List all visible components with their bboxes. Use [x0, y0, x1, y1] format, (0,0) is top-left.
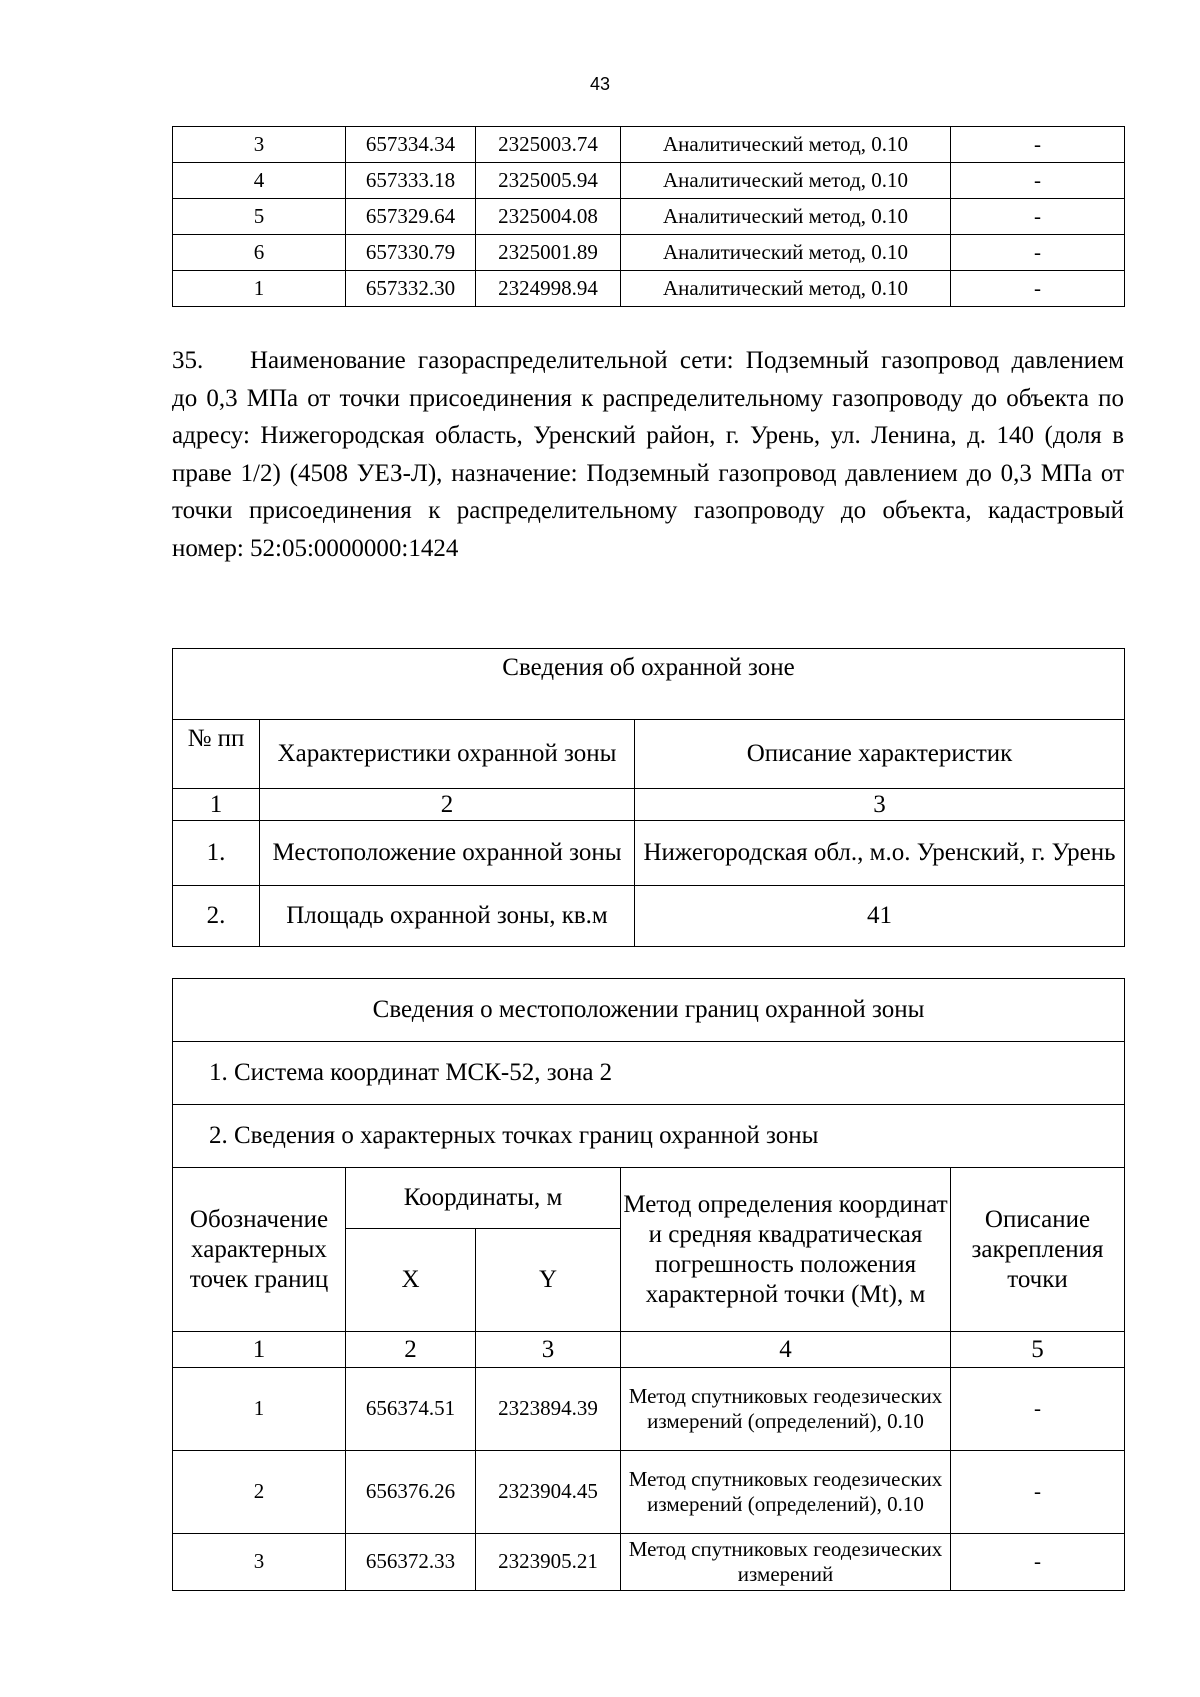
row-characteristic: Площадь охранной зоны, кв.м [260, 886, 635, 947]
coord-y: 2323894.39 [476, 1368, 621, 1451]
method: Аналитический метод, 0.10 [621, 199, 951, 235]
table-index-row [173, 1332, 1125, 1368]
coord-y: 2323904.45 [476, 1451, 621, 1534]
row-number: 1. [173, 821, 260, 886]
table-header-row [173, 1168, 1125, 1229]
coord-y: 2325003.74 [476, 127, 621, 163]
table-title: Сведения о местоположении границ охранной зоны [173, 979, 1125, 1042]
table-row [173, 886, 1125, 947]
description: - [951, 199, 1125, 235]
coord-y: 2325004.08 [476, 199, 621, 235]
header-characteristics: Характеристики охранной зоны [260, 720, 635, 789]
points-title: 2. Сведения о характерных точках границ охранной зоны [173, 1105, 1125, 1168]
index-cell: 1 [173, 789, 260, 821]
top-coordinates-table [172, 126, 1125, 307]
coord-y: 2325001.89 [476, 235, 621, 271]
table-title-row [173, 649, 1125, 720]
description: - [951, 235, 1125, 271]
paragraph-text: Наименование газораспределительной сети: Подземный газопровод давлением до 0,3 МПа от точки присоединения к распределительному газопроводу до объекта по адресу: Нижегородская область, Уренский район, г. Урень, ул. Ленина, д. 140 (доля в праве 1/2) (4508 УЕЗ-Л), назначение: Подземный газопровод давлением до 0,3 МПа от точки присоединения к распределительному газопроводу до объекта, кадастровый номер: 52:05:0000000:1424 [172, 347, 1124, 562]
point-number: 3 [173, 1534, 346, 1591]
point-number: 6 [173, 235, 346, 271]
coord-x: 657330.79 [346, 235, 476, 271]
table-row [173, 163, 1125, 199]
index-cell: 1 [173, 1332, 346, 1368]
description: - [951, 1534, 1125, 1591]
zone-boundaries-table [172, 978, 1125, 1591]
row-characteristic: Местоположение охранной зоны [260, 821, 635, 886]
header-designation: Обозначение характерных точек границ [173, 1168, 346, 1332]
points-title-row [173, 1105, 1125, 1168]
table-row [173, 1451, 1125, 1534]
coord-x: 657329.64 [346, 199, 476, 235]
protection-zone-table [172, 648, 1125, 947]
table-row [173, 821, 1125, 886]
index-cell: 2 [260, 789, 635, 821]
description: - [951, 271, 1125, 307]
method: Метод спутниковых геодезических измерений (определений), 0.10 [621, 1368, 951, 1451]
index-cell: 5 [951, 1332, 1125, 1368]
description: - [951, 127, 1125, 163]
table-title-row [173, 979, 1125, 1042]
point-number: 1 [173, 1368, 346, 1451]
index-cell: 2 [346, 1332, 476, 1368]
index-cell: 3 [635, 789, 1125, 821]
table-row [173, 271, 1125, 307]
coord-x: 657333.18 [346, 163, 476, 199]
point-number: 4 [173, 163, 346, 199]
table-row [173, 127, 1125, 163]
coord-y: 2323905.21 [476, 1534, 621, 1591]
header-description: Описание закрепления точки [951, 1168, 1125, 1332]
header-coordinates: Координаты, м [346, 1168, 621, 1229]
header-description: Описание характеристик [635, 720, 1125, 789]
table-title: Сведения об охранной зоне [173, 649, 1125, 720]
paragraph-number: 35. [172, 347, 204, 374]
row-number: 2. [173, 886, 260, 947]
coord-y: 2324998.94 [476, 271, 621, 307]
coord-x: 656372.33 [346, 1534, 476, 1591]
index-cell: 4 [621, 1332, 951, 1368]
description: - [951, 1368, 1125, 1451]
coord-x: 657334.34 [346, 127, 476, 163]
description: - [951, 1451, 1125, 1534]
header-y: Y [476, 1229, 621, 1332]
method: Аналитический метод, 0.10 [621, 271, 951, 307]
method: Метод спутниковых геодезических измерений (определений), 0.10 [621, 1451, 951, 1534]
point-number: 5 [173, 199, 346, 235]
table-index-row [173, 789, 1125, 821]
method: Аналитический метод, 0.10 [621, 127, 951, 163]
method: Аналитический метод, 0.10 [621, 235, 951, 271]
header-method: Метод определения координат и средняя квадратическая погрешность положения характерной точки (Mt), м [621, 1168, 951, 1332]
table-row [173, 199, 1125, 235]
point-number: 2 [173, 1451, 346, 1534]
table-row [173, 1534, 1125, 1591]
coord-y: 2325005.94 [476, 163, 621, 199]
row-value: 41 [635, 886, 1125, 947]
coord-x: 656376.26 [346, 1451, 476, 1534]
table-header-row [173, 720, 1125, 789]
coordinate-system-row [173, 1042, 1125, 1105]
method: Аналитический метод, 0.10 [621, 163, 951, 199]
index-cell: 3 [476, 1332, 621, 1368]
header-number: № пп [173, 720, 260, 789]
method: Метод спутниковых геодезических измерений [621, 1534, 951, 1591]
page-number: 43 [589, 74, 611, 94]
coordinate-system: 1. Система координат МСК-52, зона 2 [173, 1042, 1125, 1105]
point-number: 1 [173, 271, 346, 307]
point-number: 3 [173, 127, 346, 163]
coord-x: 656374.51 [346, 1368, 476, 1451]
table-row [173, 235, 1125, 271]
row-value: Нижегородская обл., м.о. Уренский, г. Урень [635, 821, 1125, 886]
header-x: X [346, 1229, 476, 1332]
coord-x: 657332.30 [346, 271, 476, 307]
description: - [951, 163, 1125, 199]
table-row [173, 1368, 1125, 1451]
network-description-paragraph [172, 342, 1124, 567]
